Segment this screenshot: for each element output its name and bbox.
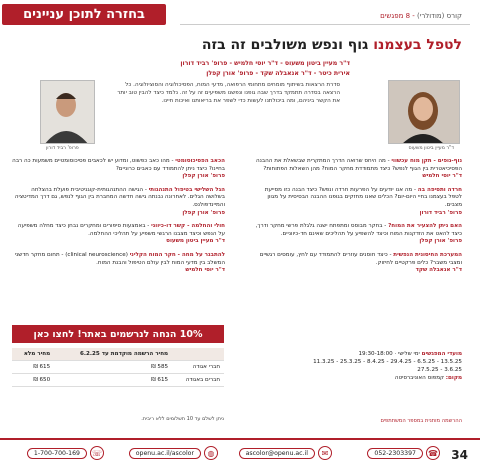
section (250, 158, 462, 181)
portrait-image (388, 81, 459, 144)
meetings-dates: 13.5.25 - 6.5.25 - 29.4.25 - 8.4.25 - 25.3.25 - 11.3.25 (313, 359, 462, 365)
portrait-image (40, 81, 94, 144)
website-link[interactable]: openu.ac.il/ascolor (129, 448, 201, 459)
section-heading: הכאב הפסיכוסומטי (175, 158, 225, 164)
section-heading: להתבגר על מחה - חקר המוח הקליני (129, 251, 225, 258)
section-text: - באמצעות סיפורים ומחקרים נבחן כיצד מחלה משפיעה על הנפש וכיצד מצבנו הרגשי משפיע על תהליכי ההחלמה. (17, 223, 225, 237)
lecturer-photo-woman (388, 80, 460, 144)
sections-right-column (250, 158, 462, 281)
section-lecturer: פרופ' אורן קפלן (182, 173, 225, 180)
price-table (12, 348, 224, 387)
meetings-time: ימי שלישי · 19:30-18:00 (358, 351, 420, 357)
section-text: - מה היחס שרואה הדרך המתקרית שבשאלת את ההבנה הפסיכיאטרית בין הגוף לנפש? כיצד מתמודדת מחקר המוח? מהן השאלות הפתוחות? (256, 158, 462, 172)
intro-paragraph: סדרת הרצאות בשיתוף מומחים מתחומי הרפואה, מדעי המוח, הפסיכולוגיה והסוציולוגיה. כל הרצאה בסדרה תתמקד בדרך שבה גופנו ונפשנו משפיעים זה על זה. נלמד כיצד להבין טוב יותר את הקשר ביניהם, ומה ביכולתנו לעשות כדי לשפר את בריאותנו ואיכות חיינו. (117, 82, 340, 104)
section (12, 223, 225, 246)
section-text: - בחקר מבוסס ומתפתח ישנה גלגלת פרשי מחקר ודרך, כיצד להאט את הזדקנות המוח וכיצד להשפיע על תהליכים שאינם חד-כיווניים. (255, 223, 462, 237)
table-cell: 650 ₪ (12, 374, 54, 387)
section-lecturer: ד"ר יוסי חלמיש (185, 267, 225, 274)
table-header (172, 348, 224, 361)
section-heading: הגל השלישי בטיפול התנהגותי (148, 186, 225, 193)
table-row (12, 374, 224, 387)
course-sessions: - 8 מפגשים (380, 12, 415, 20)
table-row (12, 361, 224, 374)
section-heading: חרדה ותסיפה בה (417, 186, 462, 193)
section-text: - מה אנו יודעים על הפרעות חרדה ונפש? כיצד הבנה כזו מסייעת לטפל בעצמנו בחיי היום-יום? הכלים שאנו מחזקים בגופנו ההבנה הבסיסית על מגוון מצבים. (264, 186, 462, 208)
meetings-label: מועדי המפגשים (421, 351, 462, 357)
email-address[interactable]: ascolor@openu.ac.il (239, 448, 315, 459)
table-cell: חברים באגודה (172, 374, 224, 387)
section-lecturer: ד"ר מעיין ביטון משעוס (166, 238, 225, 245)
lecturer-photo-man (40, 80, 95, 144)
section-text: (clinical neuroscience) - תחום מחקר חדשני המשלב בין מדעי המוח לבין עולם הטיפול והבנת המוח. (14, 251, 225, 266)
section-heading: חולי והחלמה - קשר דו-כיווני (151, 223, 225, 230)
page-number: 34 (451, 448, 468, 462)
back-to-toc-banner[interactable]: בחזרה לתוכן עניינים (2, 4, 166, 25)
section-heading: נוף-גופים - תקן מוח עכשווי (391, 158, 462, 164)
section (250, 252, 462, 275)
registration-note: ההרשמה מותנית במספר המשתתפים (380, 418, 462, 424)
place-value: קמפוס האוניברסיטה (394, 375, 444, 381)
phone-number[interactable]: 052-2303397 (367, 448, 423, 459)
discount-register-button[interactable]: 10% הנחה לנרשמים באתר! לחצו כאן (12, 325, 224, 343)
section-text: - מהו כאב כפשוט, ומדוע יש לכאבים פסיכוסומטיים משמעות כה רבה בחיינו? כיצד ניתן להתמודד עם כאבים כרוניים? (12, 158, 225, 172)
lecturers-line-2: אירית כיטר - ד"ר אנאבלה שקד - פרופ' אורן קפלן (206, 70, 350, 77)
photo-caption-right: ד"ר מעיין ביטון משעוס (408, 146, 454, 151)
section-heading: המערכת החיסונית הנפשית (393, 251, 462, 258)
section (250, 223, 462, 246)
section-heading: האם ניתן להצעיר את המוח? (388, 223, 462, 230)
section-text: - הגישה ההתנהגותית-קוגניטיבית פועלת בהצלחה בשלושה הגלים. לאחרונה נבנתה גישה חדשה המחברת בין הגוף לנפש, גם דרך המדיטציה והמיינדפולנס. (14, 186, 225, 208)
phone-number[interactable]: 1-700-700-169 (27, 448, 87, 459)
globe-icon: ◍ (204, 446, 218, 460)
section-lecturer: ד"ר יוסי חלמיש (422, 173, 462, 180)
table-cell: 615 ₪ (12, 361, 54, 374)
table-cell: חברי אגודה (172, 361, 224, 374)
contact-phone-1[interactable] (367, 446, 440, 460)
section-lecturer: פרופ' אורן קפלן (182, 209, 225, 216)
table-header: מחיר הרשמה מוקדמת עד 6.2.25 (54, 348, 172, 361)
table-header: מחיר מלא (12, 348, 54, 361)
contact-website[interactable] (129, 446, 218, 460)
page-title (202, 37, 462, 53)
section (12, 158, 225, 181)
payment-note: ניתן לשלם עד 10 תשלומים ללא ריבית. (141, 416, 224, 422)
table-cell: 585 ₪ (54, 361, 172, 374)
section-text: - כיצד חוסנים עוזרים להתמודד עם לחץ, עומסים רגשיים ומצבי משבר? כלים פרקטיים לחיזוק. (259, 251, 462, 266)
contact-email[interactable] (239, 446, 332, 460)
table-cell: 615 ₪ (54, 374, 172, 387)
course-header (380, 12, 462, 20)
section-lecturer: ד"ר אנאבלה שקד (415, 267, 462, 274)
phone-icon: ☎ (426, 446, 440, 460)
header-divider (180, 24, 470, 25)
photo-caption-left: פרופ' רביד דורון (46, 146, 79, 151)
meetings-info (250, 350, 462, 382)
section-lecturer: פרופ' אורן קפלן (419, 238, 462, 245)
sections-left-column (12, 158, 225, 281)
title-main: לטפל בעצמנו (373, 37, 462, 53)
section (250, 187, 462, 217)
email-icon: ✉ (318, 446, 332, 460)
meetings-dates-2: 3.6.25 - 27.5.25 (417, 367, 462, 373)
section (12, 187, 225, 217)
lecturers-line-1: ד"ר מעיין ביטון משעוס - ד"ר יוסי חלמיש - פרופ' רביד דורון (180, 60, 350, 67)
section (12, 252, 225, 275)
phone-icon: ☏ (90, 446, 104, 460)
place-label: מקום: (445, 375, 462, 381)
contact-phone-2[interactable] (27, 446, 104, 460)
title-rest: גוף ונפש משולבים זה בזה (201, 37, 374, 53)
course-label: קורס (מודולרי) (417, 12, 462, 20)
table-header-row (12, 348, 224, 361)
section-lecturer: פרופ' רביד דורון (419, 209, 462, 216)
